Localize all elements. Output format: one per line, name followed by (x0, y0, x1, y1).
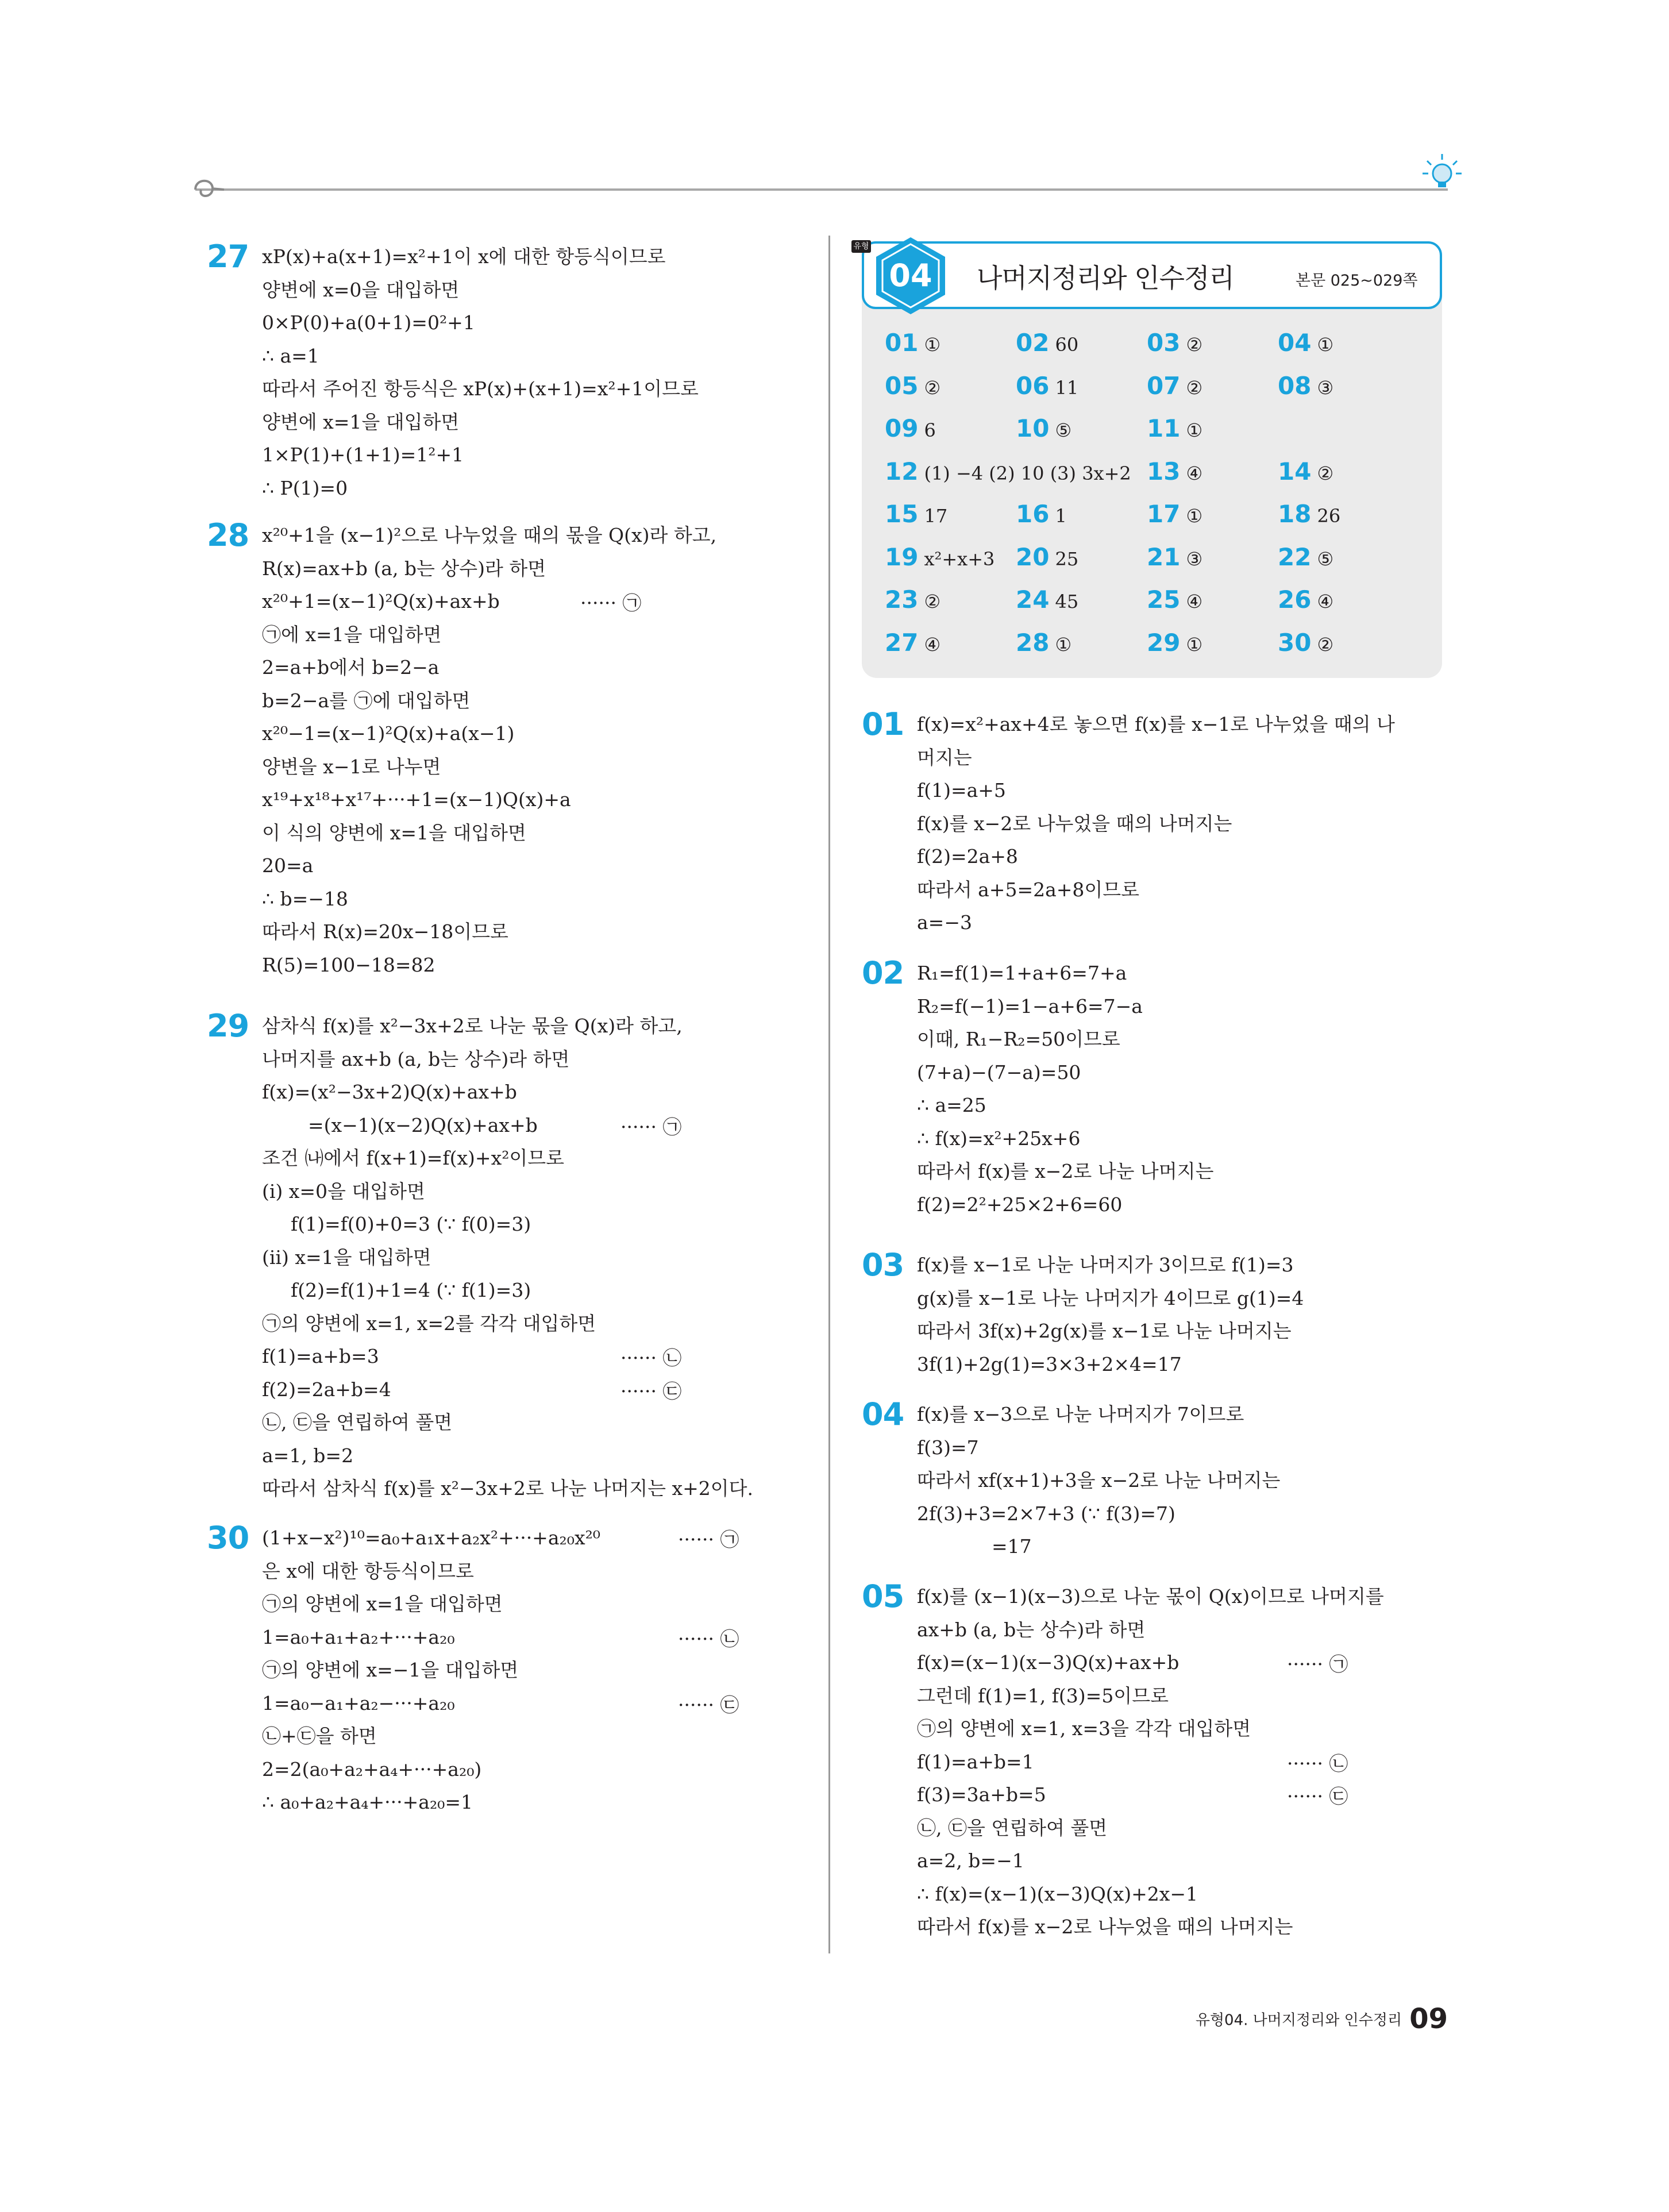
unit-number: 04 (889, 257, 932, 294)
answer-item (1016, 414, 1071, 442)
solution-line: =17 (992, 1535, 1032, 1558)
answer-value: ② (1317, 462, 1334, 484)
answer-item (885, 629, 941, 657)
solution-line: 20=a (262, 854, 314, 877)
solution-line: 은 x에 대한 항등식이므로 (262, 1559, 474, 1582)
equation-tag: ······ ㉡ (678, 1627, 739, 1650)
solution-line: (ⅱ) x=1을 대입하면 (262, 1246, 431, 1269)
answer-item (1147, 500, 1202, 528)
answer-value: ⑤ (1317, 548, 1334, 570)
answer-number: 19 (885, 542, 919, 571)
solution-line: 삼차식 f(x)를 x²−3x+2로 나눈 몫을 Q(x)라 하고, (262, 1015, 683, 1037)
solution-line: 따라서 a+5=2a+8이므로 (917, 878, 1140, 901)
answer-value: ③ (1186, 548, 1203, 570)
answer-number: 10 (1016, 414, 1050, 442)
solution-line: 양변을 x−1로 나누면 (262, 755, 441, 778)
problem-number: 28 (207, 517, 249, 553)
solution-line: f(1)=a+b=1 (917, 1750, 1034, 1773)
solution-line: 0×P(0)+a(0+1)=0²+1 (262, 311, 475, 334)
solution-line: 이 식의 양변에 x=1을 대입하면 (262, 821, 526, 844)
answer-number: 15 (885, 500, 919, 528)
unit-badge: 유형 (851, 240, 871, 253)
solution-line: ㉡, ㉢을 연립하여 풀면 (262, 1411, 453, 1433)
solution-line: ㉠의 양변에 x=−1을 대입하면 (262, 1659, 519, 1681)
answer-value: ④ (1186, 591, 1203, 612)
solution-line: f(x)=(x²−3x+2)Q(x)+ax+b (262, 1081, 517, 1103)
solution-line: f(1)=a+5 (917, 779, 1006, 801)
equation-tag: ······ ㉠ (1287, 1653, 1348, 1675)
solution-line: f(x)를 (x−1)(x−3)으로 나눈 몫이 Q(x)이므로 나머지를 (917, 1585, 1384, 1608)
solution-line: ax+b (a, b는 상수)라 하면 (917, 1618, 1146, 1641)
solution-line: ㉡, ㉢을 연립하여 풀면 (917, 1816, 1108, 1839)
column-divider (828, 236, 830, 1953)
solution-line: (7+a)−(7−a)=50 (917, 1061, 1081, 1084)
ribbon-icon (190, 172, 230, 207)
solution-line: R(5)=100−18=82 (262, 953, 435, 976)
answer-item (1147, 457, 1202, 485)
solution-line: ∴ P(1)=0 (262, 476, 348, 499)
answer-number: 03 (1147, 329, 1181, 357)
answer-item (1016, 629, 1071, 657)
solution-line: a=−3 (917, 911, 972, 934)
answer-number: 16 (1016, 500, 1050, 528)
solution-line: =(x−1)(x−2)Q(x)+ax+b (308, 1113, 538, 1136)
answer-value: 45 (1055, 591, 1079, 612)
answer-item (1278, 457, 1333, 485)
answer-number: 26 (1278, 585, 1312, 614)
answer-item (1016, 329, 1078, 357)
solution-line: g(x)를 x−1로 나눈 나머지가 4이므로 g(1)=4 (917, 1286, 1304, 1309)
answer-value: ① (1317, 334, 1334, 356)
answer-number: 14 (1278, 457, 1312, 485)
answer-number: 09 (885, 414, 919, 442)
solution-line: 따라서 xf(x+1)+3을 x−2로 나눈 나머지는 (917, 1469, 1281, 1492)
solution-line: f(1)=a+b=3 (262, 1345, 379, 1367)
solution-line: (ⅰ) x=0을 대입하면 (262, 1180, 425, 1203)
lightbulb-icon (1419, 144, 1465, 201)
solution-body (262, 240, 699, 504)
solution-line: f(x)를 x−1로 나눈 나머지가 3이므로 f(1)=3 (917, 1254, 1294, 1276)
problem-number: 03 (862, 1247, 904, 1283)
answer-item (885, 372, 941, 400)
problem-number: 29 (207, 1008, 249, 1044)
equation-tag: ······ ㉢ (620, 1379, 682, 1402)
answer-value: 60 (1055, 334, 1079, 356)
answer-number: 05 (885, 371, 919, 400)
solution-line: f(x)를 x−2로 나누었을 때의 나머지는 (917, 812, 1232, 835)
problem-number: 30 (207, 1520, 249, 1556)
answer-number: 29 (1147, 628, 1181, 657)
problem-number: 05 (862, 1578, 904, 1614)
solution-line: 그런데 f(1)=1, f(3)=5이므로 (917, 1684, 1169, 1707)
answer-value: ② (1186, 334, 1203, 356)
answer-number: 23 (885, 585, 919, 614)
answer-item (885, 585, 941, 614)
answer-number: 22 (1278, 542, 1312, 571)
solution-line: ㉡+㉢을 하면 (262, 1725, 377, 1747)
footer-chapter: 유형04. 나머지정리와 인수정리 (1195, 2011, 1402, 2029)
solution-line: f(1)=f(0)+0=3 (∵ f(0)=3) (291, 1213, 531, 1235)
answer-number: 02 (1016, 329, 1050, 357)
hexagon-icon (868, 233, 954, 319)
problem-number: 01 (862, 706, 904, 742)
solution-line: f(2)=2a+8 (917, 845, 1018, 868)
solution-line: 1×P(1)+(1+1)=1²+1 (262, 444, 464, 466)
solution-line: b=2−a를 ㉠에 대입하면 (262, 689, 471, 712)
equation-tag: ······ ㉠ (678, 1528, 739, 1551)
answer-item (1016, 372, 1078, 400)
answer-item (1278, 585, 1333, 614)
solution-line: ∴ a₀+a₂+a₄+···+a₂₀=1 (262, 1791, 473, 1813)
answer-number: 04 (1278, 329, 1312, 357)
solution-line: 3f(1)+2g(1)=3×3+2×4=17 (917, 1352, 1182, 1375)
solution-body (262, 519, 716, 981)
answer-number: 28 (1016, 628, 1050, 657)
solution-line: ∴ b=−18 (262, 887, 348, 910)
equation-tag: ······ ㉡ (620, 1347, 682, 1369)
solution-line: 따라서 R(x)=20x−18이므로 (262, 920, 508, 943)
solution-body (917, 1398, 1280, 1563)
solution-line: 머지는 (917, 746, 972, 769)
solution-line: f(2)=f(1)+1=4 (∵ f(1)=3) (291, 1279, 531, 1301)
answer-item (1278, 500, 1340, 528)
solution-line: a=1, b=2 (262, 1444, 354, 1467)
answer-number: 06 (1016, 371, 1050, 400)
solution-line: f(x)=(x−1)(x−3)Q(x)+ax+b (917, 1651, 1180, 1674)
solution-body (262, 1009, 753, 1505)
solution-line: ∴ f(x)=(x−1)(x−3)Q(x)+2x−1 (917, 1882, 1198, 1905)
answer-item (1278, 543, 1333, 571)
solution-line: ㉠의 양변에 x=1, x=2를 각각 대입하면 (262, 1312, 596, 1335)
answer-number: 30 (1278, 628, 1312, 657)
solution-line: x¹⁹+x¹⁸+x¹⁷+···+1=(x−1)Q(x)+a (262, 788, 571, 811)
answer-value: 1 (1055, 505, 1067, 527)
solution-line: a=2, b=−1 (917, 1849, 1024, 1872)
answer-item (885, 543, 995, 571)
answer-number: 21 (1147, 542, 1181, 571)
solution-line: ∴ a=1 (262, 344, 319, 367)
answer-item (1147, 629, 1202, 657)
answer-item (1278, 372, 1333, 400)
solution-line: 따라서 3f(x)+2g(x)를 x−1로 나눈 나머지는 (917, 1320, 1292, 1342)
answer-value: 17 (924, 505, 948, 527)
equation-tag: ······ ㉠ (620, 1115, 682, 1138)
solution-line: f(x)를 x−3으로 나눈 나머지가 7이므로 (917, 1403, 1244, 1425)
answer-number: 20 (1016, 542, 1050, 571)
answer-number: 27 (885, 628, 919, 657)
unit-title: 나머지정리와 인수정리 (977, 263, 1234, 294)
equation-tag: ······ ㉡ (1287, 1752, 1348, 1775)
solution-line: 따라서 f(x)를 x−2로 나누었을 때의 나머지는 (917, 1916, 1293, 1938)
solution-line: x²⁰−1=(x−1)²Q(x)+a(x−1) (262, 722, 515, 745)
solution-line: 2=2(a₀+a₂+a₄+···+a₂₀) (262, 1758, 482, 1781)
answer-item (885, 457, 1131, 485)
answer-value: ① (1055, 633, 1072, 656)
answer-item (1278, 629, 1333, 657)
page-number: 09 (1409, 2003, 1448, 2035)
answer-number: 08 (1278, 371, 1312, 400)
solution-line: x²⁰+1을 (x−1)²으로 나누었을 때의 몫을 Q(x)라 하고, (262, 524, 717, 546)
solution-body (917, 957, 1213, 1221)
answer-value: ② (1317, 633, 1334, 656)
answer-item (885, 414, 936, 442)
equation-tag: ······ ㉢ (1287, 1785, 1348, 1808)
solution-line: 나머지를 ax+b (a, b는 상수)라 하면 (262, 1047, 570, 1070)
equation-tag: ······ ㉠ (580, 592, 642, 614)
solution-line: ㉠의 양변에 x=1을 대입하면 (262, 1593, 503, 1615)
solution-line: 따라서 f(x)를 x−2로 나눈 나머지는 (917, 1160, 1214, 1182)
answer-value: 11 (1055, 376, 1079, 399)
solution-line: f(x)=x²+ax+4로 놓으면 f(x)를 x−1로 나누었을 때의 나 (917, 713, 1395, 735)
answer-item (1147, 585, 1202, 614)
answer-item (1016, 543, 1078, 571)
answer-value: ① (924, 334, 941, 356)
answer-number: 17 (1147, 500, 1181, 528)
solution-line: 따라서 삼차식 f(x)를 x²−3x+2로 나눈 나머지는 x+2이다. (262, 1477, 754, 1500)
answer-item (1147, 543, 1202, 571)
answer-number: 24 (1016, 585, 1050, 614)
answer-number: 07 (1147, 371, 1181, 400)
solution-line: 이때, R₁−R₂=50이므로 (917, 1028, 1120, 1050)
answer-number: 12 (885, 457, 919, 485)
answer-value: ② (1186, 376, 1203, 399)
solution-body (917, 1248, 1304, 1381)
solution-line: 따라서 주어진 항등식은 xP(x)+(x+1)=x²+1이므로 (262, 377, 699, 400)
answer-value: ② (924, 376, 941, 399)
answer-value: ② (924, 591, 941, 612)
problem-number: 27 (207, 238, 249, 275)
answer-value: (1) −4 (2) 10 (3) 3x+2 (924, 462, 1131, 484)
answer-item (1278, 329, 1333, 357)
answer-item (885, 329, 941, 357)
problem-number: 02 (862, 955, 904, 991)
answer-item (1147, 329, 1202, 357)
solution-line: 양변에 x=1을 대입하면 (262, 410, 460, 433)
solution-line: f(2)=2a+b=4 (262, 1378, 391, 1401)
solution-line: 1=a₀−a₁+a₂−···+a₂₀ (262, 1691, 455, 1714)
solution-line: 2f(3)+3=2×7+3 (∵ f(3)=7) (917, 1502, 1175, 1525)
solution-line: R₁=f(1)=1+a+6=7+a (917, 962, 1127, 984)
solution-line: ∴ f(x)=x²+25x+6 (917, 1127, 1081, 1150)
answer-value: ① (1186, 633, 1203, 656)
answer-item (1147, 372, 1202, 400)
solution-line: 양변에 x=0을 대입하면 (262, 278, 460, 301)
answer-value: ④ (924, 633, 941, 656)
solution-line: ∴ a=25 (917, 1094, 986, 1116)
page-footer (1149, 2003, 1448, 2035)
solution-line: R₂=f(−1)=1−a+6=7−a (917, 995, 1143, 1018)
answer-value: 26 (1317, 505, 1341, 527)
answer-number: 11 (1147, 414, 1181, 442)
answer-value: ⑤ (1055, 419, 1072, 441)
answer-value: ① (1186, 505, 1203, 527)
solution-line: xP(x)+a(x+1)=x²+1이 x에 대한 항등식이므로 (262, 245, 666, 268)
solution-line: R(x)=ax+b (a, b는 상수)라 하면 (262, 557, 546, 580)
solution-line: f(2)=2²+25×2+6=60 (917, 1193, 1123, 1216)
problem-number: 04 (862, 1396, 904, 1432)
answer-number: 18 (1278, 500, 1312, 528)
solution-line: (1+x−x²)¹⁰=a₀+a₁x+a₂x²+···+a₂₀x²⁰ (262, 1527, 601, 1549)
answer-value: 6 (924, 419, 936, 441)
solution-body (262, 1521, 600, 1819)
answer-value: ③ (1317, 376, 1334, 399)
answer-item (1016, 585, 1078, 614)
answer-number: 01 (885, 329, 919, 357)
answer-value: 25 (1055, 548, 1079, 570)
unit-pages: 본문 025~029쪽 (1296, 272, 1418, 290)
solution-line: 조건 ㈏에서 f(x+1)=f(x)+x²이므로 (262, 1147, 565, 1169)
solution-line: 2=a+b에서 b=2−a (262, 656, 440, 679)
header-rule (195, 188, 1448, 191)
answer-value: ④ (1317, 591, 1334, 612)
solution-body (917, 708, 1395, 939)
answer-item (1016, 500, 1067, 528)
answer-value: ① (1186, 419, 1203, 441)
answer-item (1147, 414, 1202, 442)
answer-value: x²+x+3 (924, 548, 995, 570)
answer-number: 25 (1147, 585, 1181, 614)
solution-line: ㉠에 x=1을 대입하면 (262, 623, 442, 646)
answer-item (885, 500, 947, 528)
answer-value: ④ (1186, 462, 1203, 484)
solution-line: ㉠의 양변에 x=1, x=3을 각각 대입하면 (917, 1717, 1251, 1740)
solution-line: x²⁰+1=(x−1)²Q(x)+ax+b (262, 590, 500, 612)
answer-number: 13 (1147, 457, 1181, 485)
equation-tag: ······ ㉢ (678, 1693, 739, 1716)
solution-line: f(3)=3a+b=5 (917, 1783, 1046, 1806)
solution-line: f(3)=7 (917, 1436, 979, 1459)
solution-line: 1=a₀+a₁+a₂+···+a₂₀ (262, 1625, 455, 1648)
